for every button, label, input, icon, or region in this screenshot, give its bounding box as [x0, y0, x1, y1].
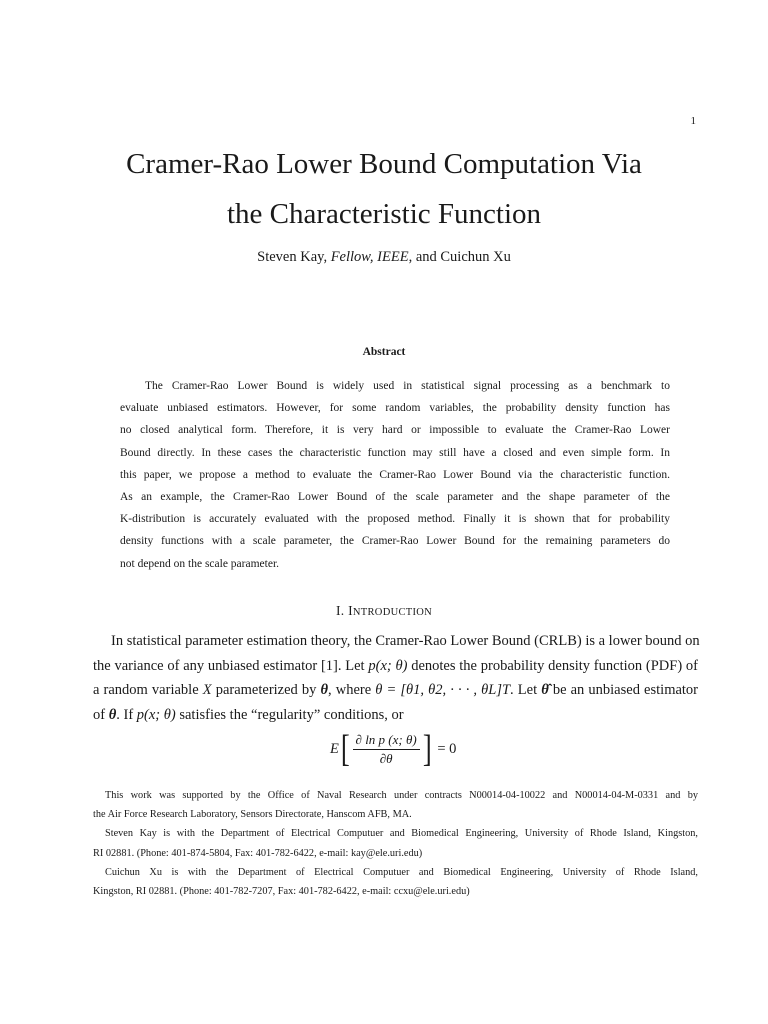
right-bracket: ] — [422, 728, 432, 770]
fraction-numerator: ∂ ln p (x; θ) — [353, 732, 420, 750]
abstract-line: evaluate unbiased estimators. However, for some random variables, the probability density function has — [120, 402, 670, 415]
abstract-line: this paper, we propose a method to evaluate the Cramer-Rao Lower Bound via the characteristic function. — [120, 468, 670, 481]
equation-rhs: = 0 — [437, 740, 457, 757]
section-numeral: I. — [335, 603, 345, 618]
author-grade: Fellow, IEEE — [330, 249, 409, 265]
inline-math: θ = [θ1, θ2, · · · , θL]T — [375, 682, 511, 699]
body-line: a random variable X parameterized by θ, where θ = [θ1, θ2, · · · , θL]T. Let θ̂ be an unbiased estimator — [93, 682, 699, 699]
fraction-denominator: ∂θ — [379, 750, 393, 766]
abstract-line: The Cramer-Rao Lower Bound is widely used in statistical signal processing as a benchmark to — [145, 380, 670, 392]
inline-math: θ — [108, 706, 117, 723]
introduction-body — [93, 629, 698, 727]
abstract-line: As an example, the Cramer-Rao Lower Bound of the scale parameter and the shape parameter of the — [120, 491, 670, 504]
page-number: 1 — [690, 115, 696, 127]
author-kay: Steven Kay, — [257, 249, 331, 265]
footnote-line: Kingston, RI 02881. (Phone: 401-782-7207, Fax: 401-782-6422, e-mail: ccxu@ele.uri.edu) — [93, 886, 470, 898]
abstract-line: no closed analytical form. Therefore, it is very hard or impossible to evaluate the Cramer-Rao Lower — [120, 424, 670, 437]
footnote-line: Cuichun Xu is with the Department of Electrical Computuer and Biomedical Engineering, University of Rhode Island, — [105, 866, 698, 878]
paper-title-line-1: Cramer-Rao Lower Bound Computation Via — [126, 148, 642, 180]
inline-math: θ — [320, 682, 329, 699]
inline-math: X — [202, 682, 212, 699]
body-line: the variance of any unbiased estimator [1]. Let p(x; θ) denotes the probability density function (PDF) of — [93, 657, 699, 674]
inline-math: θ̂ — [541, 682, 549, 699]
footnote-line: Steven Kay is with the Department of Electrical Computuer and Biomedical Engineering, University of Rhode Island, Kingston, — [105, 828, 698, 840]
footnote-line: This work was supported by the Office of Naval Research under contracts N00014-04-10022 and N00014-04-M-0331 and by — [105, 790, 698, 801]
abstract-line: density functions with a scale parameter, the Cramer-Rao Lower Bound for the remaining parameters do — [120, 535, 670, 548]
inline-math: p(x; θ) — [136, 706, 176, 723]
footnote-line: RI 02881. (Phone: 401-874-5804, Fax: 401-782-6422, e-mail: kay@ele.uri.edu) — [93, 847, 423, 859]
expectation-symbol: E — [330, 740, 339, 757]
section-heading-introduction — [0, 603, 768, 619]
section-title-initial: I — [348, 603, 353, 618]
regularity-equation — [330, 728, 456, 770]
footnotes — [93, 786, 698, 901]
abstract-heading: Abstract — [362, 346, 406, 358]
section-title-rest: NTRODUCTION — [352, 607, 433, 618]
body-line: In statistical parameter estimation theory, the Cramer-Rao Lower Bound (CRLB) is a lower bound on — [111, 633, 700, 649]
abstract-body — [120, 375, 670, 575]
abstract-line: not depend on the scale parameter. — [120, 557, 280, 570]
abstract-line: K-distribution is accurately evaluated with the proposed method. Finally it is shown that for probability — [120, 513, 670, 526]
left-bracket: [ — [340, 728, 350, 770]
author-line — [0, 249, 768, 266]
derivative-fraction — [353, 732, 420, 767]
abstract-line: Bound directly. In these cases the characteristic function may still have a closed and even simple form. In — [120, 446, 670, 459]
body-line: of θ. If p(x; θ) satisfies the “regularity” conditions, or — [93, 706, 404, 723]
author-xu: , and Cuichun Xu — [408, 249, 511, 265]
inline-math: p(x; θ) — [368, 657, 408, 674]
paper-title-line-2: the Characteristic Function — [226, 198, 542, 230]
footnote-line: the Air Force Research Laboratory, Sensors Directorate, Hanscom AFB, MA. — [93, 809, 412, 821]
